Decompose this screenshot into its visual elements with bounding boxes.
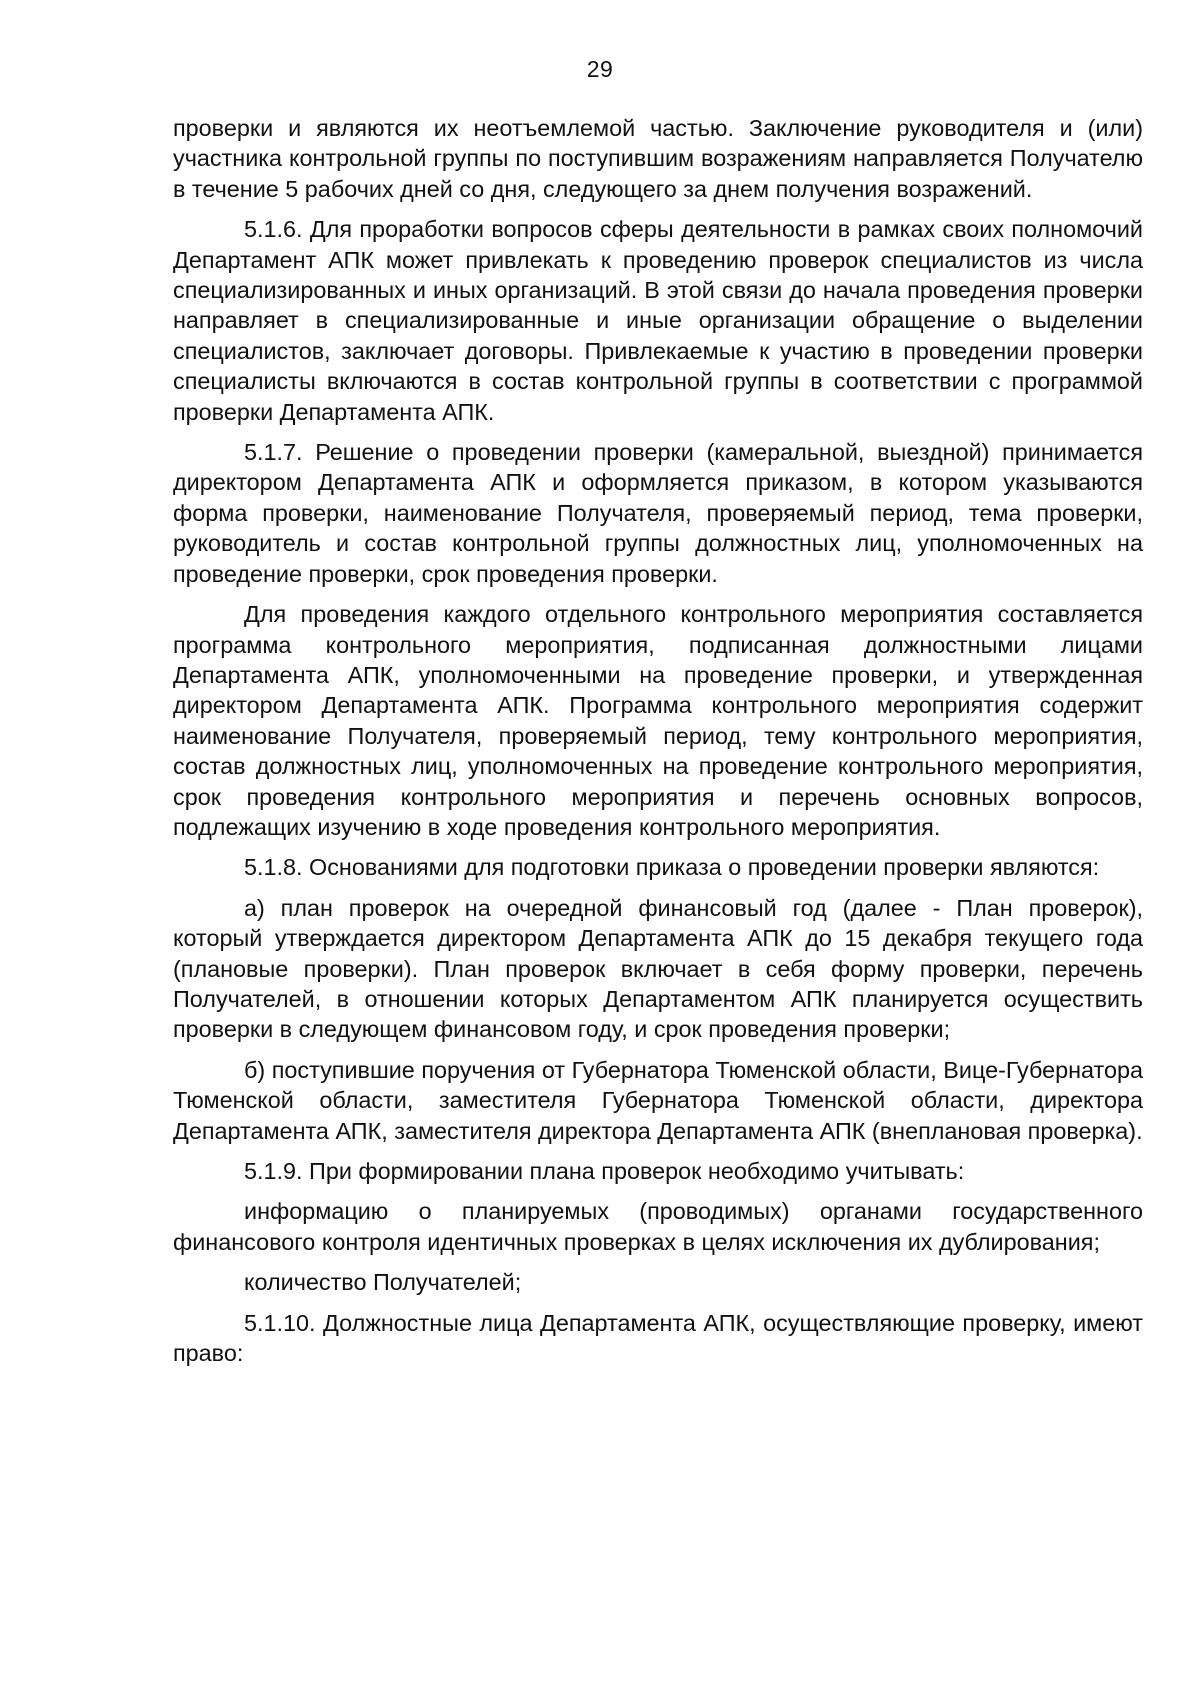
paragraph-program: Для проведения каждого отдельного контрольного мероприятия составляется программа контрольного мероприятия, подписанная должностными лицами Департамента АПК, уполномоченными на проведение проверки, и утвержденная директором Департамента АПК. Программа контрольного мероприятия содержит наименование Получателя, проверяемый период, тему контрольного мероприятия, состав должностных лиц, уполномоченных на проведение контрольного мероприятия, срок проведения контрольного мероприятия и перечень основных вопросов, подлежащих изучению в ходе проведения контрольного мероприятия. [173,601,1143,840]
paragraph-item-b: б) поступившие поручения от Губернатора Тюменской области, Вице-Губернатора Тюменской области, заместителя Губернатора Тюменской области, директора Департамента АПК, заместителя директора Департамента АПК (внеплановая проверка). [173,1056,1143,1144]
paragraph-5-1-7: 5.1.7. Решение о проведении проверки (камеральной, выездной) принимается директором Департамента АПК и оформляется приказом, в котором указываются форма проверки, наименование Получателя, проверяемый период, тема проверки, руководитель и состав контрольной группы должностных лиц, уполномоченных на проведение проверки, срок проведения проверки. [173,439,1143,587]
paragraph-item-a: а) план проверок на очередной финансовый год (далее - План проверок), который утверждается директором Департамента АПК до 15 декабря текущего года (плановые проверки). План проверок включает в себя форму проверки, перечень Получателей, в отношении которых Департаментом АПК планируется осуществить проверки в следующем финансовом году, и срок проведения проверки; [173,894,1143,1043]
paragraph-5-1-9: 5.1.9. При формировании плана проверок необходимо учитывать: [244,1158,965,1184]
paragraph-5-1-10: 5.1.10. Должностные лица Департамента АПК, осуществляющие проверку, имеют право: [173,1309,1143,1367]
paragraph-continuation: проверки и являются их неотъемлемой частью. Заключение руководителя и (или) участника контрольной группы по поступившим возражениям направляется Получателю в течение 5 рабочих дней со дня, следующего за днем получения возражений. [173,115,1143,202]
paragraph-5-1-8: 5.1.8. Основаниями для подготовки приказа о проведении проверки являются: [244,854,1100,881]
paragraph-info: информацию о планируемых (проводимых) органами государственного финансового контроля идентичных проверках в целях исключения их дублирования; [173,1198,1143,1255]
paragraph-5-1-6: 5.1.6. Для проработки вопросов сферы деятельности в рамках своих полномочий Департамент АПК может привлекать к проведению проверок специалистов из числа специализированных и иных организаций. В этой связи до начала проведения проверки направляет в специализированные и иные организации обращение о выделении специалистов, заключает договоры. Привлекаемые к участию в проведении проверки специалисты включаются в состав контрольной группы в соответствии с программой проверки Департамента АПК. [173,216,1143,425]
document-body [173,113,1143,1378]
paragraph-count: количество Получателей; [244,1269,522,1296]
page-number: 29 [586,56,614,82]
